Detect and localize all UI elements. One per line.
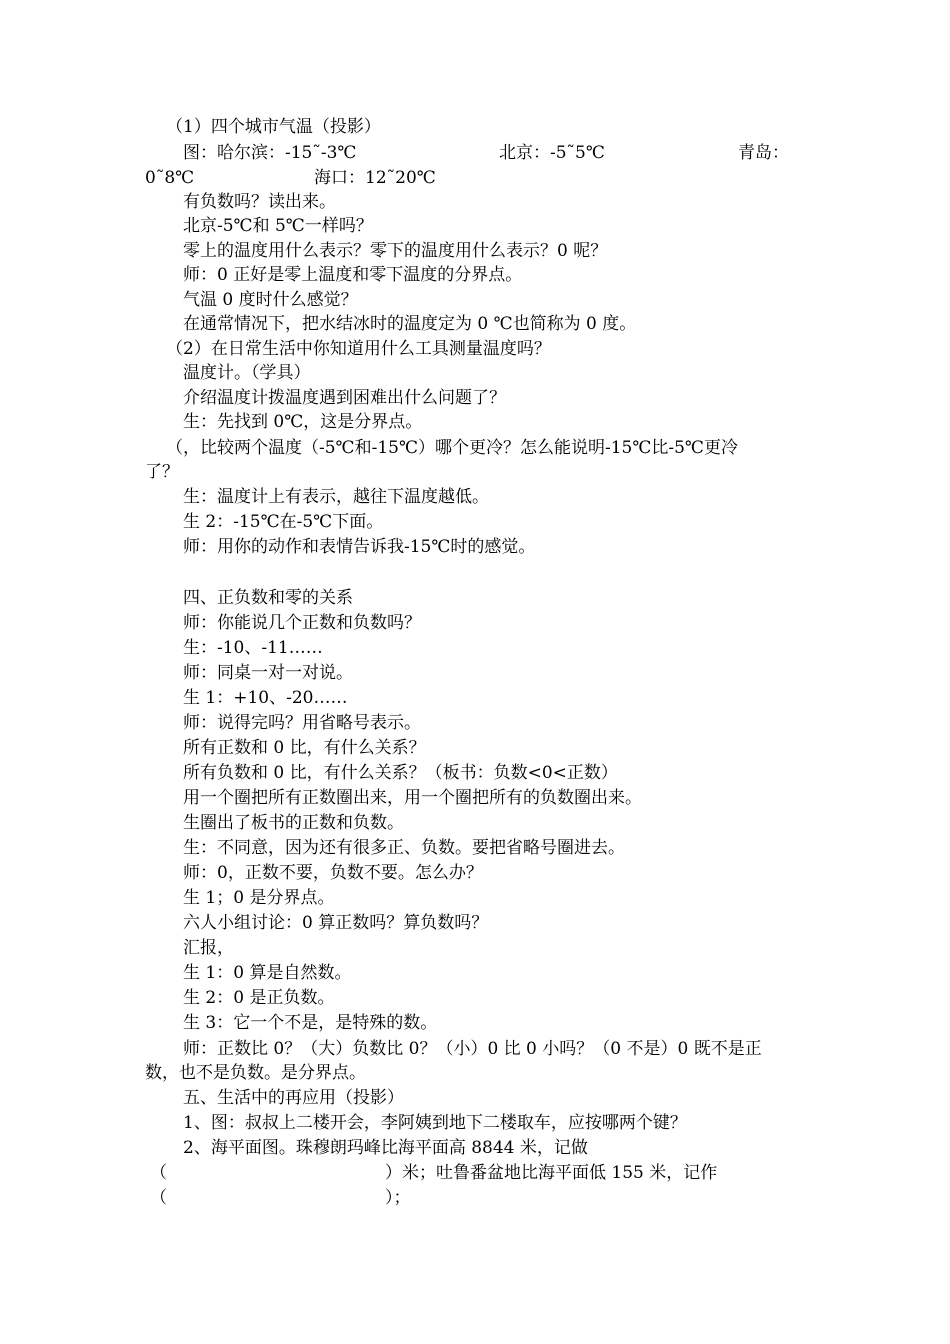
paragraph: 北京：-5˜5℃ — [499, 143, 605, 163]
paragraph: 用一个圈把所有正数圈出来，用一个圈把所有的负数圈出来。 — [183, 788, 642, 808]
paragraph: 2、海平面图。珠穆朗玛峰比海平面高 8844 米，记做 — [183, 1138, 588, 1158]
paragraph: 生：不同意，因为还有很多正、负数。要把省略号圈进去。 — [183, 838, 625, 858]
paragraph: 师：说得完吗？用省略号表示。 — [183, 713, 421, 733]
paragraph: 气温 0 度时什么感觉？ — [183, 290, 358, 310]
blank-open-paren: （ — [150, 1163, 167, 1183]
paragraph: 1、图：叔叔上二楼开会，李阿姨到地下二楼取车，应按哪两个键？ — [183, 1113, 687, 1133]
paragraph: 生 3：它一个不是，是特殊的数。 — [183, 1013, 438, 1033]
paragraph: （1）四个城市气温（投影） — [166, 117, 381, 137]
paragraph: 六人小组讨论：0 算正数吗？算负数吗？ — [183, 913, 489, 933]
paragraph: 介绍温度计拨温度遇到困难出什么问题了？ — [183, 388, 506, 408]
paragraph: 师：同桌一对一对说。 — [183, 663, 353, 683]
paragraph: 生 2：0 是正负数。 — [183, 988, 335, 1008]
paragraph: 师：0，正数不要，负数不要。怎么办？ — [183, 863, 483, 883]
paragraph: 生 1：+10、-20…… — [183, 688, 348, 708]
paragraph: 0˜8℃ — [145, 168, 195, 188]
paragraph: 零上的温度用什么表示？零下的温度用什么表示？0 呢？ — [183, 241, 608, 261]
paragraph: 汇报， — [183, 938, 234, 958]
paragraph: 温度计。（学具） — [183, 363, 311, 383]
blank-open-paren: （ — [150, 1188, 167, 1208]
paragraph: 青岛： — [738, 143, 789, 163]
paragraph: 所有负数和 0 比，有什么关系？（板书：负数<0<正数） — [183, 763, 618, 783]
paragraph: 生 1：0 算是自然数。 — [183, 963, 352, 983]
paragraph: 在通常情况下，把水结冰时的温度定为 0 ℃也简称为 0 度。 — [183, 314, 637, 334]
paragraph: ）； — [385, 1188, 411, 1208]
paragraph: 师：用你的动作和表情告诉我-15℃时的感觉。 — [183, 537, 536, 557]
paragraph: 生：先找到 0℃，这是分界点。 — [183, 412, 423, 432]
paragraph: 生圈出了板书的正数和负数。 — [183, 813, 404, 833]
paragraph: 数，也不是负数。是分界点。 — [145, 1063, 366, 1083]
paragraph: 师：0 正好是零上温度和零下温度的分界点。 — [183, 265, 523, 285]
paragraph: 生：温度计上有表示，越往下温度越低。 — [183, 487, 489, 507]
section-heading: 五、生活中的再应用（投影） — [183, 1088, 404, 1108]
paragraph: 了？ — [145, 462, 179, 482]
paragraph: 师：正数比 0？（大）负数比 0？（小）0 比 0 小吗？（0 不是）0 既不是正 — [183, 1039, 762, 1059]
paragraph: 海口：12˜20℃ — [314, 168, 436, 188]
paragraph: （2）在日常生活中你知道用什么工具测量温度吗？ — [166, 339, 551, 359]
paragraph: 所有正数和 0 比，有什么关系？ — [183, 738, 426, 758]
paragraph: 有负数吗？读出来。 — [183, 192, 336, 212]
section-heading: 四、正负数和零的关系 — [183, 588, 353, 608]
paragraph: 图：哈尔滨：-15˜-3℃ — [183, 143, 357, 163]
paragraph: 生：-10、-11…… — [183, 638, 323, 658]
paragraph: 北京-5℃和 5℃一样吗？ — [183, 216, 373, 236]
paragraph: ）米；吐鲁番盆地比海平面低 155 米，记作 — [385, 1163, 718, 1183]
paragraph: （，比较两个温度（-5℃和-15℃）哪个更冷？怎么能说明-15℃比-5℃更冷 — [166, 438, 738, 458]
paragraph: 生 1；0 是分界点。 — [183, 888, 335, 908]
paragraph: 师：你能说几个正数和负数吗？ — [183, 613, 421, 633]
paragraph: 生 2：-15℃在-5℃下面。 — [183, 512, 384, 532]
